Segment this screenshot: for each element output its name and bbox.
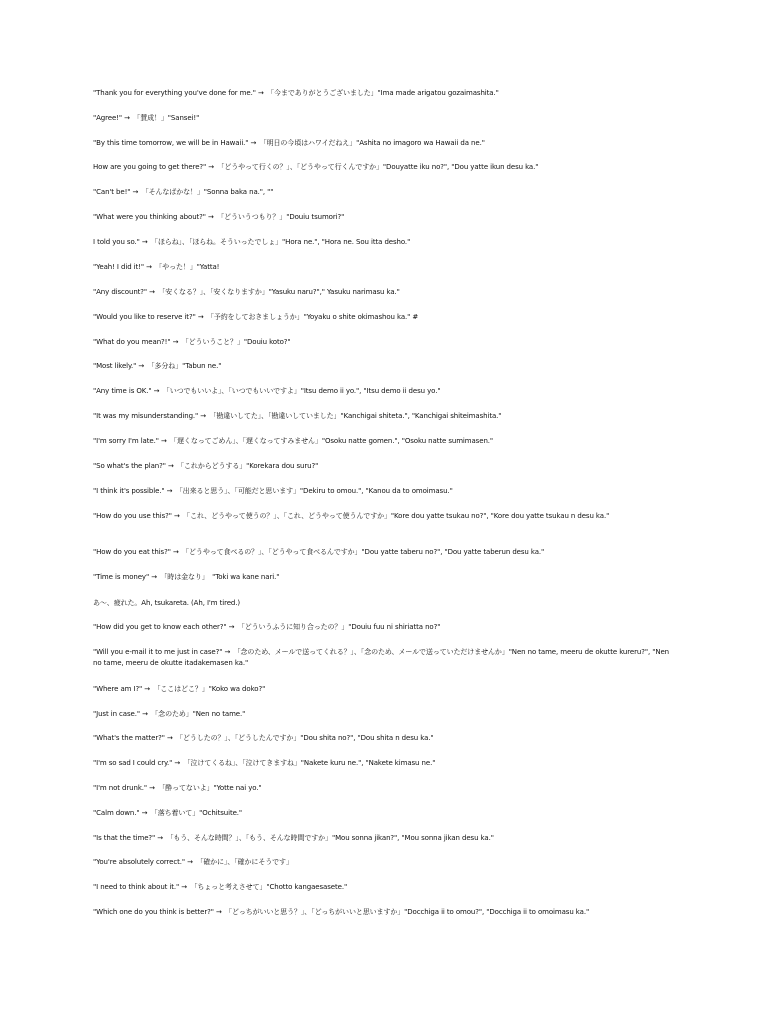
phrase-line: "Time is money" → 「時は金なり」 "Toki wa kane nari."	[93, 573, 280, 581]
phrase-line: "Would you like to reserve it?" → 「予約をしておきましょうか」"Yoyaku o shite okimashou ka." #	[93, 313, 419, 321]
phrase-line: あ～、疲れた。Ah, tsukareta. (Ah, I'm tired.)	[93, 599, 240, 607]
phrase-line: "I'm not drunk." → 「酔ってないよ」"Yotte nai yo."	[93, 784, 262, 792]
phrase-line: "So what's the plan?" → 「これからどうする」"Korekara dou suru?"	[93, 462, 319, 470]
phrase-line: "Can't be!" → 「そんなばかな！」"Sonna baka na.", ""	[93, 188, 274, 196]
phrase-line: "I need to think about it." → 「ちょっと考えさせて」"Chotto kangaesasete."	[93, 883, 348, 891]
phrase-line: "Which one do you think is better?" → 「どっちがいいと思う？」、「どっちがいいと思いますか」"Docchiga ii to omou?", "Docchiga ii to omoimasu ka."	[93, 908, 590, 916]
phrase-line: "Any discount?" → 「安くなる？」、「安くなりますか」"Yasuku naru?"," Yasuku narimasu ka."	[93, 288, 400, 296]
phrase-line: I told you so." → 「ほらね」、「ほらね。そういったでしょ」"Hora ne.", "Hora ne. Sou itta desho."	[93, 238, 411, 246]
phrase-line: "Will you e-mail it to me just in case?" → 「念のため、メールで送ってくれる？」、「念のため、メールで送っていただけませんか」"Nen no tame, meeru de okutte kureru?", "Nen no tame, meeru de okutte itadakemasen ka."	[93, 648, 669, 667]
phrase-line: "It was my misunderstanding." → 「勘違いしてた」、「勘違いしていました」"Kanchigai shiteta.", "Kanchigai shiteimashita."	[93, 412, 502, 420]
phrase-line: "I think it's possible." → 「出来ると思う」、「可能だと思います」"Dekiru to omou.", "Kanou da to omoimasu."	[93, 487, 453, 495]
phrase-line: "Yeah! I did it!" → 「やった！」"Yatta!	[93, 263, 220, 271]
phrase-line: "Where am I?" → 「ここはどこ？」"Koko wa doko?"	[93, 685, 266, 693]
phrase-line: How are you going to get there?" → 「どうやって行くの？」、「どうやって行くんですか」"Douyatte iku no?", "Dou yatte ikun desu ka."	[93, 163, 539, 171]
phrase-line: "Is that the time?" → 「もう、そんな時間？」、「もう、そんな時間ですか」"Mou sonna jikan?", "Mou sonna jikan desu ka."	[93, 834, 494, 842]
phrase-line: "By this time tomorrow, we will be in Hawaii." → 「明日の今頃はハワイだねえ」"Ashita no imagoro wa Hawaii da ne."	[93, 139, 485, 147]
phrase-line: "Calm down." → 「落ち着いて」"Ochitsuite."	[93, 809, 243, 817]
phrase-line: "Just in case." → 「念のため」"Nen no tame."	[93, 710, 246, 718]
phrase-line: "Most likely." → 「多分ね」"Tabun ne."	[93, 362, 222, 370]
phrase-line: "Any time is OK." → 「いつでもいいよ」、「いつでもいいですよ」"Itsu demo ii yo.", "Itsu demo ii desu yo."	[93, 387, 441, 395]
phrase-line: "I'm sorry I'm late." → 「遅くなってごめん」、「遅くなってすみません」"Osoku natte gomen.", "Osoku natte sumimasen."	[93, 437, 494, 445]
phrase-line: "How did you get to know each other?" → 「どういうふうに知り合ったの？」"Douiu fuu ni shiriatta no?"	[93, 623, 441, 631]
phrase-line: "How do you use this?" → 「これ、どうやって使うの？」、「これ、どうやって使うんですか」"Kore dou yatte tsukau no?", "Kore dou yatte tsukau n desu ka."	[93, 512, 610, 520]
phrase-line: "How do you eat this?" → 「どうやって食べるの？」、「どうやって食べるんですか」"Dou yatte taberu no?", "Dou yatte taberun desu ka."	[93, 548, 545, 556]
phrase-line: "Thank you for everything you've done for me." → 「今までありがとうございました」"Ima made arigatou gozaimashita."	[93, 89, 499, 97]
phrase-line: "You're absolutely correct." → 「確かに」、「確かにそうです」	[93, 858, 293, 866]
phrase-line: "What do you mean?!" → 「どういうこと？」"Douiu koto?"	[93, 338, 291, 346]
phrase-line: "What were you thinking about?" → 「どういうつもり？」"Douiu tsumori?"	[93, 213, 345, 221]
phrase-line: "What's the matter?" → 「どうしたの？」、「どうしたんですか」"Dou shita no?", "Dou shita n desu ka."	[93, 734, 434, 742]
phrase-line: "I'm so sad I could cry." → 「泣けてくるね」、「泣けてきますね」"Nakete kuru ne.", "Nakete kimasu ne."	[93, 759, 436, 767]
phrase-line: "Agree!" → 「賛成！」"Sansei!"	[93, 114, 200, 122]
